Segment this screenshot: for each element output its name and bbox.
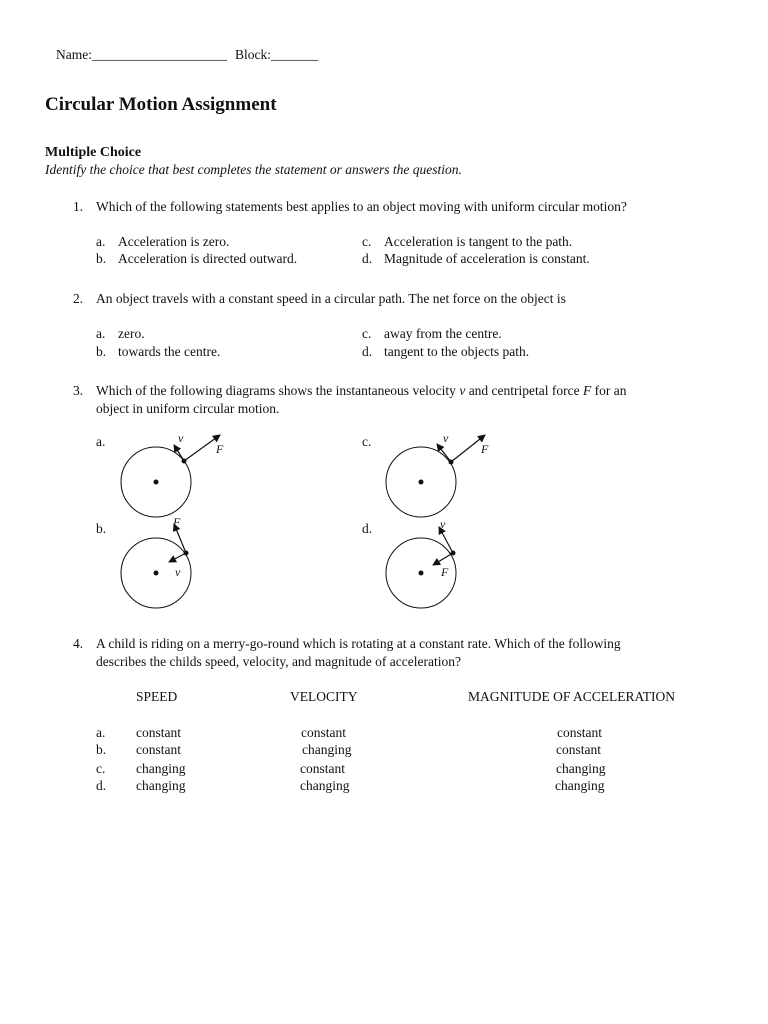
q2-choice-b-text: towards the centre. [118,344,221,359]
q4-row-b-velocity: changing [302,742,352,757]
vector-arrow-1 [437,444,451,462]
q1-choice-a-text: Acceleration is zero. [118,234,230,249]
question-4-number: 4. [73,636,84,651]
q4-row-a-speed: constant [136,725,181,740]
question-4-text-line2: describes the childs speed, velocity, and magnitude of acceleration? [96,654,461,669]
vector-label-1: v [443,431,449,445]
center-dot [419,480,424,485]
q3-diagram-c-letter: c. [362,434,372,449]
q2-choice-a-text: zero. [118,326,145,341]
q4-row-b-speed: constant [136,742,181,757]
q4-row-a-velocity: constant [301,725,346,740]
q3-diagram-d-letter: d. [362,521,373,536]
q2-choice-b-letter: b. [96,344,107,359]
vector-label-2: F [441,565,449,579]
vector-label-1: v [440,517,446,531]
vector-label-2: F [216,442,224,456]
q4-header-velocity: VELOCITY [290,689,358,704]
question-3-text-line1 [96,383,626,399]
q1-choice-b-text: Acceleration is directed outward. [118,251,298,266]
q1-choice-d-letter: d. [362,251,373,266]
q4-header-speed: SPEED [136,689,178,704]
center-dot [154,480,159,485]
block-field: Block:_______ [235,47,319,62]
q4-row-d-letter: d. [96,778,107,793]
q3-text-part2: and centripetal force [465,383,583,398]
name-field: Name:____________________ [56,47,227,62]
q2-choice-c-text: away from the centre. [384,326,502,341]
question-3-text-line2: object in uniform circular motion. [96,401,280,416]
q4-row-d-acceleration: changing [555,778,605,793]
question-3-number: 3. [73,383,84,398]
q2-choice-a-letter: a. [96,326,106,341]
q4-row-d-speed: changing [136,778,186,793]
q3-symbol-F: F [583,383,592,398]
vector-arrow-2 [169,553,186,562]
q2-choice-c-letter: c. [362,326,372,341]
question-1-number: 1. [73,199,84,214]
q4-row-d-velocity: changing [300,778,350,793]
q4-row-b-acceleration: constant [556,742,601,757]
q4-row-c-letter: c. [96,761,106,776]
vector-label-1: v [178,431,184,445]
center-dot [419,571,424,576]
q1-choice-c-text: Acceleration is tangent to the path. [384,234,573,249]
q4-row-c-acceleration: changing [556,761,606,776]
vector-arrow-2 [433,553,453,565]
vector-arrow-2 [451,435,485,462]
q1-choice-d-text: Magnitude of acceleration is constant. [384,251,590,266]
q4-row-c-speed: changing [136,761,186,776]
question-1-text: Which of the following statements best applies to an object moving with uniform circular motion? [96,199,627,214]
center-dot [154,571,159,576]
q3-symbol-v: v [459,383,466,398]
vector-label-1: F [173,515,181,529]
q4-row-a-letter: a. [96,725,106,740]
q1-choice-a-letter: a. [96,234,106,249]
q1-choice-c-letter: c. [362,234,372,249]
q1-choice-b-letter: b. [96,251,107,266]
q3-diagram-d [375,510,505,610]
vector-label-2: F [481,442,489,456]
q2-choice-d-text: tangent to the objects path. [384,344,530,359]
section-heading: Multiple Choice [45,145,142,160]
q3-diagram-a-letter: a. [96,434,106,449]
question-4-text-line1: A child is riding on a merry-go-round which is rotating at a constant rate. Which of the following [96,636,621,651]
question-2-number: 2. [73,291,84,306]
q3-diagram-b-letter: b. [96,521,107,536]
page-title: Circular Motion Assignment [45,94,277,115]
q3-diagram-b [110,510,240,610]
vector-arrow-2 [184,435,220,461]
q4-row-c-velocity: constant [300,761,345,776]
q3-text-part3: for an [591,383,627,398]
q4-header-acceleration: MAGNITUDE OF ACCELERATION [468,689,675,704]
section-instructions: Identify the choice that best completes the statement or answers the question. [45,162,462,177]
question-2-text: An object travels with a constant speed in a circular path. The net force on the object is [96,291,566,306]
vector-label-2: v [175,565,181,579]
q2-choice-d-letter: d. [362,344,373,359]
q4-row-a-acceleration: constant [557,725,602,740]
q4-row-b-letter: b. [96,742,107,757]
q3-text-part1: Which of the following diagrams shows the instantaneous velocity [96,383,460,398]
